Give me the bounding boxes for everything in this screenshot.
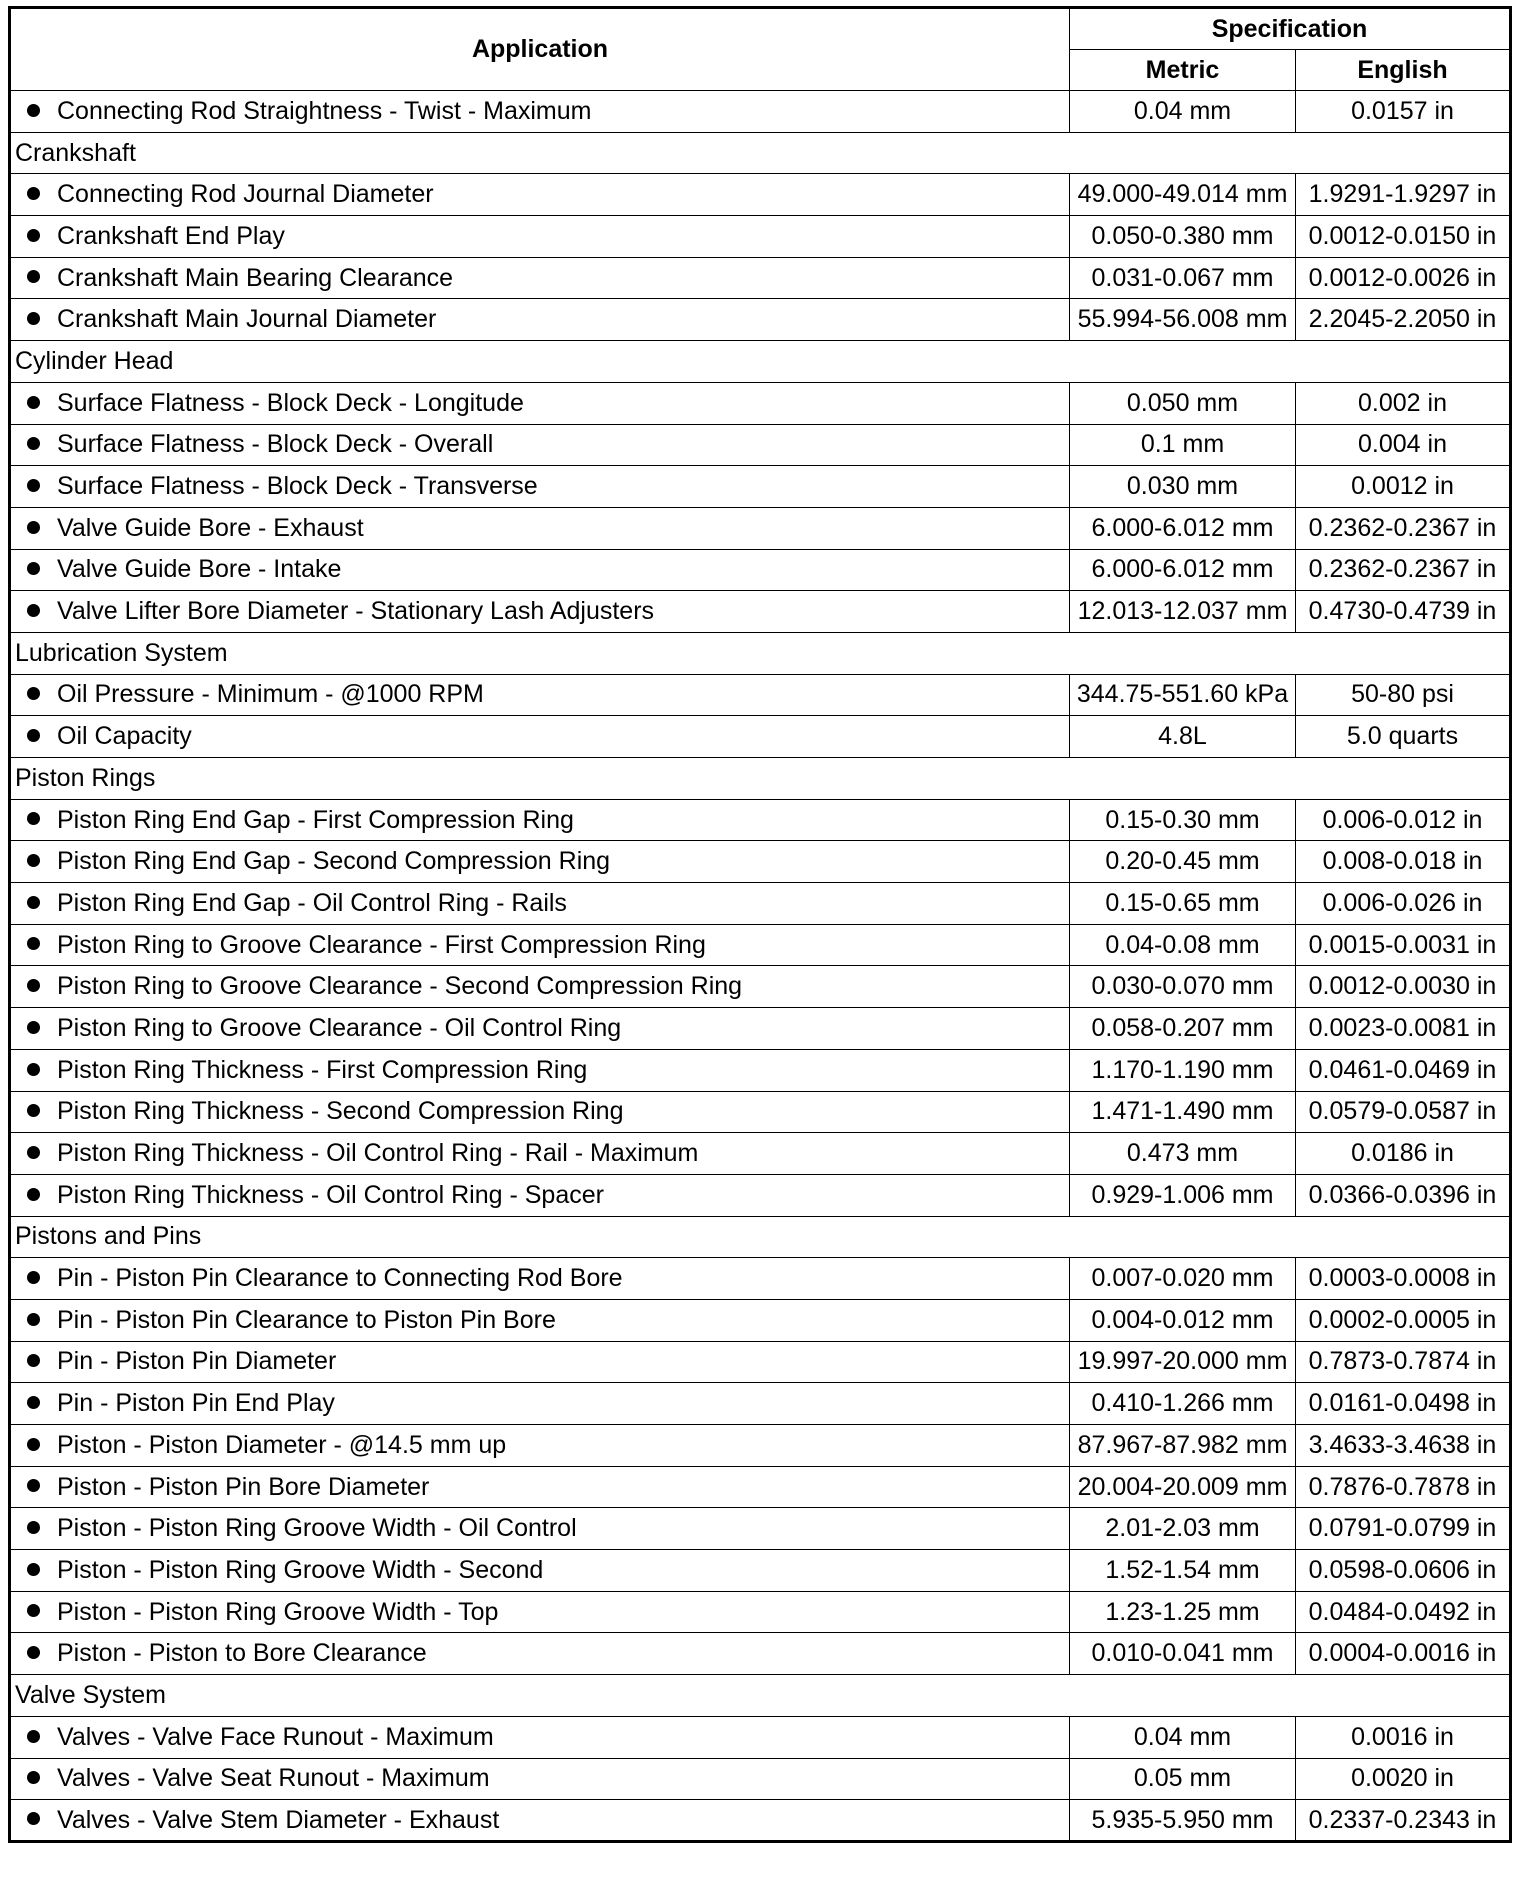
application-label: Piston Ring End Gap - Oil Control Ring - Rails <box>57 888 567 917</box>
english-cell: 0.004 in <box>1296 424 1511 466</box>
bullet-icon <box>27 729 40 742</box>
application-cell <box>10 1800 1070 1842</box>
application-cell <box>10 1550 1070 1592</box>
metric-cell: 87.967-87.982 mm <box>1070 1425 1296 1467</box>
table-row <box>10 1049 1511 1091</box>
application-label: Piston Ring End Gap - Second Compression Ring <box>57 847 611 876</box>
metric-cell: 0.20-0.45 mm <box>1070 841 1296 883</box>
english-cell: 5.0 quarts <box>1296 716 1511 758</box>
metric-cell: 2.01-2.03 mm <box>1070 1508 1296 1550</box>
application-cell <box>10 716 1070 758</box>
metric-cell: 1.170-1.190 mm <box>1070 1049 1296 1091</box>
table-row <box>10 1466 1511 1508</box>
bullet-icon <box>27 1188 40 1201</box>
section-title: Piston Rings <box>10 758 1511 800</box>
english-cell: 0.0003-0.0008 in <box>1296 1258 1511 1300</box>
application-cell <box>10 799 1070 841</box>
metric-cell: 20.004-20.009 mm <box>1070 1466 1296 1508</box>
metric-cell: 344.75-551.60 kPa <box>1070 674 1296 716</box>
table-row <box>10 1633 1511 1675</box>
application-cell <box>10 1591 1070 1633</box>
english-cell: 0.0012 in <box>1296 466 1511 508</box>
metric-cell: 0.04-0.08 mm <box>1070 924 1296 966</box>
metric-cell: 0.030-0.070 mm <box>1070 966 1296 1008</box>
metric-cell: 0.004-0.012 mm <box>1070 1299 1296 1341</box>
application-cell <box>10 299 1070 341</box>
application-label: Piston - Piston Pin Bore Diameter <box>57 1472 430 1501</box>
application-cell <box>10 924 1070 966</box>
application-cell <box>10 1466 1070 1508</box>
table-row <box>10 174 1511 216</box>
english-cell: 0.0579-0.0587 in <box>1296 1091 1511 1133</box>
table-row <box>10 1716 1511 1758</box>
application-label: Oil Capacity <box>57 722 192 751</box>
application-label: Piston - Piston to Bore Clearance <box>57 1639 427 1668</box>
table-row <box>10 257 1511 299</box>
table-header <box>10 8 1511 91</box>
table-row <box>10 382 1511 424</box>
english-cell: 0.0157 in <box>1296 91 1511 133</box>
bullet-icon <box>27 1313 40 1326</box>
application-label: Crankshaft End Play <box>57 221 285 250</box>
bullet-icon <box>27 1730 40 1743</box>
application-label: Piston - Piston Ring Groove Width - Top <box>57 1597 499 1626</box>
metric-cell: 12.013-12.037 mm <box>1070 591 1296 633</box>
application-cell <box>10 591 1070 633</box>
metric-cell: 0.058-0.207 mm <box>1070 1008 1296 1050</box>
metric-cell: 1.52-1.54 mm <box>1070 1550 1296 1592</box>
metric-cell: 0.030 mm <box>1070 466 1296 508</box>
table-row <box>10 1341 1511 1383</box>
table-row <box>10 674 1511 716</box>
metric-cell: 5.935-5.950 mm <box>1070 1800 1296 1842</box>
specification-table <box>8 6 1512 1843</box>
application-label: Piston Ring to Groove Clearance - Oil Control Ring <box>57 1013 622 1042</box>
application-label: Piston Ring Thickness - First Compression Ring <box>57 1055 588 1084</box>
application-label: Valve Guide Bore - Intake <box>57 555 342 584</box>
table-body <box>10 91 1511 1842</box>
metric-cell: 6.000-6.012 mm <box>1070 549 1296 591</box>
bullet-icon <box>27 396 40 409</box>
bullet-icon <box>27 854 40 867</box>
bullet-icon <box>27 1438 40 1451</box>
bullet-icon <box>27 187 40 200</box>
metric-cell: 0.04 mm <box>1070 1716 1296 1758</box>
bullet-icon <box>27 1063 40 1076</box>
application-label: Valve Lifter Bore Diameter - Stationary Lash Adjusters <box>57 597 655 626</box>
english-cell: 0.0012-0.0150 in <box>1296 216 1511 258</box>
metric-cell: 4.8L <box>1070 716 1296 758</box>
application-cell <box>10 1341 1070 1383</box>
english-cell: 3.4633-3.4638 in <box>1296 1425 1511 1467</box>
table-row <box>10 424 1511 466</box>
bullet-icon <box>27 1021 40 1034</box>
application-cell <box>10 841 1070 883</box>
section-title: Lubrication System <box>10 632 1511 674</box>
bullet-icon <box>27 1479 40 1492</box>
english-cell: 0.002 in <box>1296 382 1511 424</box>
table-row <box>10 841 1511 883</box>
metric-cell: 0.04 mm <box>1070 91 1296 133</box>
metric-cell: 0.410-1.266 mm <box>1070 1383 1296 1425</box>
metric-cell: 0.05 mm <box>1070 1758 1296 1800</box>
application-cell <box>10 1174 1070 1216</box>
metric-cell: 0.1 mm <box>1070 424 1296 466</box>
metric-cell: 0.473 mm <box>1070 1133 1296 1175</box>
metric-cell: 0.15-0.30 mm <box>1070 799 1296 841</box>
section-title: Crankshaft <box>10 132 1511 174</box>
bullet-icon <box>27 521 40 534</box>
application-cell <box>10 1383 1070 1425</box>
section-title: Valve System <box>10 1675 1511 1717</box>
bullet-icon <box>27 229 40 242</box>
application-cell <box>10 966 1070 1008</box>
application-cell <box>10 1716 1070 1758</box>
metric-cell: 1.23-1.25 mm <box>1070 1591 1296 1633</box>
application-label: Piston Ring to Groove Clearance - Second Compression Ring <box>57 972 743 1001</box>
application-cell <box>10 257 1070 299</box>
table-row <box>10 799 1511 841</box>
bullet-icon <box>27 1604 40 1617</box>
table-row <box>10 1133 1511 1175</box>
application-cell <box>10 466 1070 508</box>
table-row <box>10 299 1511 341</box>
application-label: Piston Ring Thickness - Oil Control Ring - Rail - Maximum <box>57 1139 699 1168</box>
table-row <box>10 549 1511 591</box>
bullet-icon <box>27 896 40 909</box>
section-title: Pistons and Pins <box>10 1216 1511 1258</box>
application-label: Pin - Piston Pin Clearance to Connecting Rod Bore <box>57 1264 623 1293</box>
application-label: Pin - Piston Pin Diameter <box>57 1347 337 1376</box>
application-cell <box>10 883 1070 925</box>
table-row <box>10 1758 1511 1800</box>
english-cell: 0.2362-0.2367 in <box>1296 549 1511 591</box>
english-cell: 0.0015-0.0031 in <box>1296 924 1511 966</box>
table-row <box>10 1299 1511 1341</box>
application-label: Crankshaft Main Journal Diameter <box>57 305 437 334</box>
application-label: Piston - Piston Ring Groove Width - Oil Control <box>57 1514 577 1543</box>
application-label: Pin - Piston Pin Clearance to Piston Pin Bore <box>57 1305 556 1334</box>
table-row <box>10 1174 1511 1216</box>
table-row <box>10 924 1511 966</box>
application-cell <box>10 1133 1070 1175</box>
english-cell: 0.006-0.012 in <box>1296 799 1511 841</box>
section-row <box>10 1216 1511 1258</box>
application-header: Application <box>10 8 1070 91</box>
english-cell: 0.0016 in <box>1296 1716 1511 1758</box>
english-cell: 0.0484-0.0492 in <box>1296 1591 1511 1633</box>
table-row <box>10 1508 1511 1550</box>
application-cell <box>10 1258 1070 1300</box>
table-row <box>10 91 1511 133</box>
bullet-icon <box>27 812 40 825</box>
bullet-icon <box>27 104 40 117</box>
application-label: Piston - Piston Ring Groove Width - Second <box>57 1555 544 1584</box>
application-cell <box>10 1508 1070 1550</box>
table-row <box>10 883 1511 925</box>
bullet-icon <box>27 1354 40 1367</box>
table-row <box>10 1258 1511 1300</box>
application-cell <box>10 549 1070 591</box>
section-row <box>10 758 1511 800</box>
metric-cell: 0.010-0.041 mm <box>1070 1633 1296 1675</box>
metric-cell: 0.050-0.380 mm <box>1070 216 1296 258</box>
specification-header: Specification <box>1070 8 1511 50</box>
metric-header: Metric <box>1070 50 1296 91</box>
application-label: Valves - Valve Seat Runout - Maximum <box>57 1764 490 1793</box>
english-cell: 0.0161-0.0498 in <box>1296 1383 1511 1425</box>
metric-cell: 0.007-0.020 mm <box>1070 1258 1296 1300</box>
english-cell: 0.0002-0.0005 in <box>1296 1299 1511 1341</box>
english-cell: 0.7876-0.7878 in <box>1296 1466 1511 1508</box>
english-cell: 0.0186 in <box>1296 1133 1511 1175</box>
english-cell: 0.006-0.026 in <box>1296 883 1511 925</box>
table-row <box>10 591 1511 633</box>
english-cell: 0.0020 in <box>1296 1758 1511 1800</box>
table-row <box>10 716 1511 758</box>
metric-cell: 0.050 mm <box>1070 382 1296 424</box>
bullet-icon <box>27 604 40 617</box>
application-label: Pin - Piston Pin End Play <box>57 1389 335 1418</box>
application-label: Piston Ring End Gap - First Compression Ring <box>57 805 574 834</box>
application-label: Connecting Rod Straightness - Twist - Maximum <box>57 96 592 125</box>
bullet-icon <box>27 1396 40 1409</box>
bullet-icon <box>27 1771 40 1784</box>
application-cell <box>10 424 1070 466</box>
bullet-icon <box>27 479 40 492</box>
application-label: Connecting Rod Journal Diameter <box>57 180 434 209</box>
application-label: Surface Flatness - Block Deck - Longitude <box>57 388 524 417</box>
table-row <box>10 216 1511 258</box>
table-row <box>10 1800 1511 1842</box>
section-row <box>10 1675 1511 1717</box>
english-header: English <box>1296 50 1511 91</box>
english-cell: 0.008-0.018 in <box>1296 841 1511 883</box>
bullet-icon <box>27 1271 40 1284</box>
application-cell <box>10 674 1070 716</box>
table-row <box>10 1383 1511 1425</box>
bullet-icon <box>27 1812 40 1825</box>
table-row <box>10 966 1511 1008</box>
english-cell: 0.4730-0.4739 in <box>1296 591 1511 633</box>
application-cell <box>10 1091 1070 1133</box>
english-cell: 0.0023-0.0081 in <box>1296 1008 1511 1050</box>
application-cell <box>10 1299 1070 1341</box>
application-cell <box>10 1049 1070 1091</box>
application-label: Valve Guide Bore - Exhaust <box>57 513 364 542</box>
table-row <box>10 1591 1511 1633</box>
section-row <box>10 341 1511 383</box>
section-row <box>10 632 1511 674</box>
bullet-icon <box>27 979 40 992</box>
application-label: Piston Ring to Groove Clearance - First Compression Ring <box>57 930 706 959</box>
application-cell <box>10 1758 1070 1800</box>
bullet-icon <box>27 937 40 950</box>
bullet-icon <box>27 1646 40 1659</box>
english-cell: 0.0791-0.0799 in <box>1296 1508 1511 1550</box>
metric-cell: 0.929-1.006 mm <box>1070 1174 1296 1216</box>
bullet-icon <box>27 1563 40 1576</box>
metric-cell: 1.471-1.490 mm <box>1070 1091 1296 1133</box>
table-row <box>10 466 1511 508</box>
application-cell <box>10 1633 1070 1675</box>
application-label: Piston Ring Thickness - Oil Control Ring - Spacer <box>57 1180 604 1209</box>
application-cell <box>10 216 1070 258</box>
bullet-icon <box>27 312 40 325</box>
english-cell: 0.0598-0.0606 in <box>1296 1550 1511 1592</box>
section-row <box>10 132 1511 174</box>
english-cell: 0.0461-0.0469 in <box>1296 1049 1511 1091</box>
english-cell: 0.0366-0.0396 in <box>1296 1174 1511 1216</box>
application-cell <box>10 507 1070 549</box>
bullet-icon <box>27 562 40 575</box>
application-cell <box>10 1008 1070 1050</box>
english-cell: 1.9291-1.9297 in <box>1296 174 1511 216</box>
english-cell: 0.7873-0.7874 in <box>1296 1341 1511 1383</box>
application-label: Valves - Valve Stem Diameter - Exhaust <box>57 1805 500 1834</box>
metric-cell: 0.15-0.65 mm <box>1070 883 1296 925</box>
english-cell: 50-80 psi <box>1296 674 1511 716</box>
bullet-icon <box>27 437 40 450</box>
application-label: Surface Flatness - Block Deck - Overall <box>57 430 494 459</box>
english-cell: 0.2362-0.2367 in <box>1296 507 1511 549</box>
english-cell: 0.0004-0.0016 in <box>1296 1633 1511 1675</box>
application-label: Piston Ring Thickness - Second Compression Ring <box>57 1097 624 1126</box>
english-cell: 0.2337-0.2343 in <box>1296 1800 1511 1842</box>
metric-cell: 55.994-56.008 mm <box>1070 299 1296 341</box>
application-label: Piston - Piston Diameter - @14.5 mm up <box>57 1430 507 1459</box>
bullet-icon <box>27 1146 40 1159</box>
application-cell <box>10 174 1070 216</box>
bullet-icon <box>27 687 40 700</box>
table-row <box>10 1091 1511 1133</box>
metric-cell: 6.000-6.012 mm <box>1070 507 1296 549</box>
table-row <box>10 1550 1511 1592</box>
table-row <box>10 1008 1511 1050</box>
application-cell <box>10 91 1070 133</box>
metric-cell: 19.997-20.000 mm <box>1070 1341 1296 1383</box>
application-cell <box>10 382 1070 424</box>
bullet-icon <box>27 1521 40 1534</box>
section-title: Cylinder Head <box>10 341 1511 383</box>
application-label: Surface Flatness - Block Deck - Transverse <box>57 472 538 501</box>
english-cell: 0.0012-0.0026 in <box>1296 257 1511 299</box>
application-label: Oil Pressure - Minimum - @1000 RPM <box>57 680 484 709</box>
table-row <box>10 507 1511 549</box>
metric-cell: 0.031-0.067 mm <box>1070 257 1296 299</box>
english-cell: 2.2045-2.2050 in <box>1296 299 1511 341</box>
application-label: Crankshaft Main Bearing Clearance <box>57 263 454 292</box>
metric-cell: 49.000-49.014 mm <box>1070 174 1296 216</box>
application-label: Valves - Valve Face Runout - Maximum <box>57 1722 494 1751</box>
bullet-icon <box>27 270 40 283</box>
english-cell: 0.0012-0.0030 in <box>1296 966 1511 1008</box>
bullet-icon <box>27 1104 40 1117</box>
table-row <box>10 1425 1511 1467</box>
application-cell <box>10 1425 1070 1467</box>
